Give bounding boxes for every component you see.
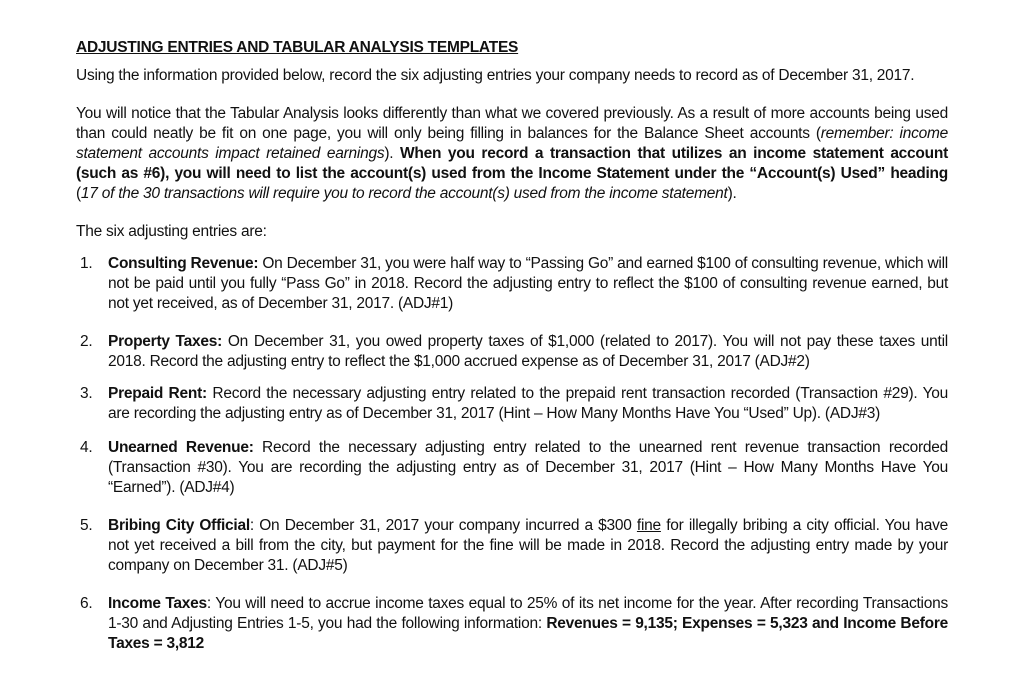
item-text: : On December 31, 2017 your company incurred a $300 [249,517,637,534]
item-text: On December 31, you owed property taxes of $1,000 (related to 2017). You will not pay these taxes until 2018. Record the adjusting entry to reflect the $1,000 accrued expense as of December 31, 2017 (ADJ#2) [108,333,948,370]
item-text: : You will need to accrue income taxes equal to 25% of its net income for the year. After recording Transactions 1-30 and Adjusting Entries 1-5, you had the following information: [108,595,948,632]
intro-paragraph: Using the information provided below, record the six adjusting entries your company needs to record as of December 31, 2017. [76,67,915,84]
item-number: 3. [80,385,93,402]
item-body [108,516,948,576]
item-number: 1. [80,255,93,272]
item-text: Record the necessary adjusting entry related to the unearned rent revenue transaction recorded (Transaction #30). You are recording the adjusting entry as of December 31, 2017 (Hint – How Many Months Have You “Earned”). (ADJ#4) [108,439,948,496]
instructions-note: 17 of the 30 transactions will require you to record the account(s) used from the income statement [80,185,728,202]
list-item [76,594,948,654]
instructions-paragraph [76,104,948,204]
instructions-text-2: ). [384,145,401,162]
item-body [108,332,948,372]
item-body [108,438,948,498]
item-title: Consulting Revenue: [108,255,259,272]
item-number: 6. [80,595,93,612]
list-item [76,384,948,424]
instructions-text: You will notice that the Tabular Analysis looks differently than what we covered previously. As a result of more accounts being used than could neatly be fit on one page, you will only being filling in balances for the Balance Sheet accounts ( [76,105,948,142]
item-title: Property Taxes: [108,333,223,350]
list-item [76,254,948,314]
list-item [76,438,948,498]
item-body [108,254,948,314]
list-item [76,332,948,372]
item-text: On December 31, you were half way to “Passing Go” and earned $100 of consulting revenue, which will not be paid until you fully “Pass Go” in 2018. Record the adjusting entry to reflect the $100 of consulting revenue earned, but not yet received, as of December 31, 2017. (ADJ#1) [108,255,949,312]
item-title: Prepaid Rent: [108,385,207,402]
item-number: 5. [80,517,93,534]
item-text-2: for illegally bribing a city official. You have not yet received a bill from the city, but payment for the fine will be made in 2018. Record the adjusting entry made by your company on December 31. (ADJ#5) [108,517,948,574]
item-number: 2. [80,333,93,350]
instructions-reminder: remember: income statement accounts impact retained earnings [76,125,948,162]
item-text: Record the necessary adjusting entry related to the prepaid rent transaction recorded (Transaction #29). You are recording the adjusting entry as of December 31, 2017 (Hint – How Many Months Have You “Used” Up). (ADJ#3) [108,385,948,422]
item-body [108,594,948,654]
instructions-text-4: ). [727,185,737,202]
page-title: ADJUSTING ENTRIES AND TABULAR ANALYSIS TEMPLATES [76,39,519,56]
item-title: Income Taxes [108,595,207,612]
item-body [108,384,948,424]
list-item [76,516,948,576]
item-title: Bribing City Official [108,517,250,534]
item-number: 4. [80,439,93,456]
item-underlined-text: fine [636,517,661,534]
item-bold-summary: Revenues = 9,135; Expenses = 5,323 and Income Before Taxes = 3,812 [108,615,948,652]
entries-label: The six adjusting entries are: [76,223,267,240]
instructions-emphasis: When you record a transaction that utilizes an income statement account (such as #6), you will need to list the account(s) used from the Income Statement under the “Account(s) Used” heading [76,145,948,182]
instructions-text-3: ( [76,185,81,202]
item-title: Unearned Revenue: [108,439,254,456]
